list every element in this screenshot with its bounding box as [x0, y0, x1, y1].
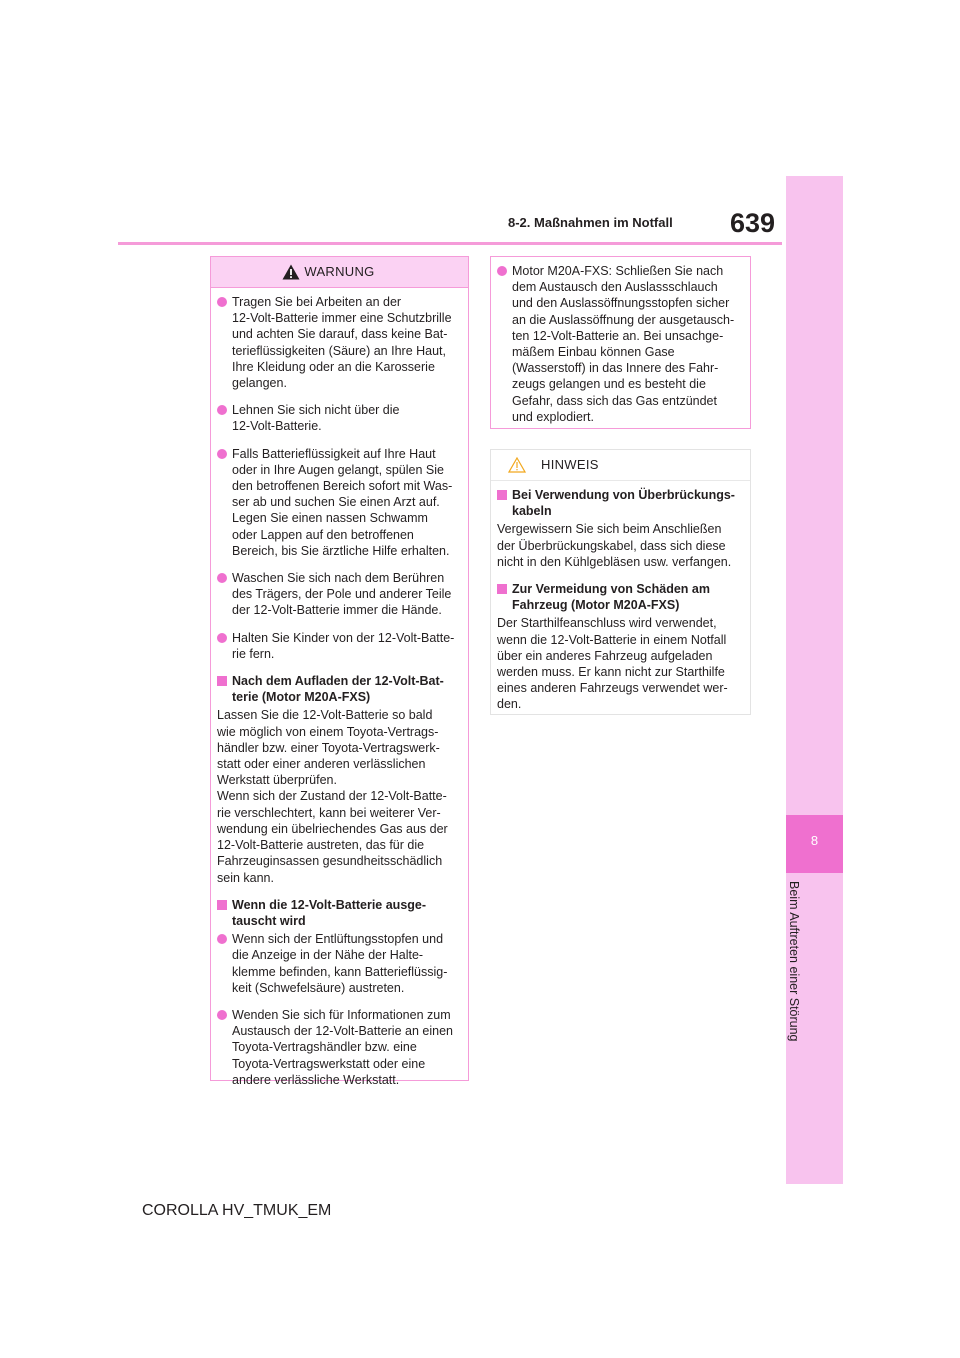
text-line: händler bzw. einer Toyota-Vertragswerk-	[217, 740, 440, 755]
notice-header	[491, 450, 750, 481]
bullet-dot-icon	[217, 934, 227, 944]
bullet-dot-icon	[497, 266, 507, 276]
notice-item-text	[497, 615, 742, 712]
text-line: und explodiert.	[512, 409, 595, 424]
text-line: statt oder einer anderen verlässlichen	[217, 757, 426, 772]
text-line: die Anzeige in der Nähe der Halte-	[232, 948, 424, 963]
bullet-item	[217, 1007, 460, 1088]
warning-continued-content	[491, 257, 750, 425]
notice-content	[491, 481, 750, 713]
notice-item-heading	[497, 581, 742, 613]
bullet-dot-icon	[217, 449, 227, 459]
text-line: mäßem Einbau können Gase	[512, 345, 675, 360]
text-line: der Überbrückungskabel, dass sich diese	[497, 538, 726, 553]
subsection-text	[217, 707, 460, 885]
text-line: oder Lappen auf den betroffenen	[232, 527, 414, 542]
text-line: Toyota-Vertragswerkstatt oder eine	[232, 1056, 426, 1071]
text-line: Zur Vermeidung von Schäden am	[512, 582, 710, 597]
text-line: terieflüssigkeiten (Säure) an Ihre Haut,	[232, 343, 446, 358]
notice-box	[490, 449, 751, 715]
notice-title: HINWEIS	[541, 457, 599, 472]
text-line: werden muss. Er kann nicht zur Starthilfe	[497, 665, 725, 680]
bullet-item	[217, 931, 460, 996]
text-line: eines anderen Fahrzeugs verwendet wer-	[497, 681, 728, 696]
square-bullet-icon	[217, 676, 227, 686]
text-line: über ein anderes Fahrzeug aufgeladen	[497, 648, 713, 663]
subsection-bullet-list	[217, 931, 460, 1088]
text-line: 12-Volt-Batterie.	[232, 419, 322, 434]
text-line: der 12-Volt-Batterie immer die Hände.	[232, 603, 442, 618]
text-line: klemme befinden, kann Batterieflüssig-	[232, 964, 448, 979]
notice-item-text	[497, 521, 742, 570]
bullet-item	[217, 446, 460, 559]
text-line: und den Auslassöffnungsstopfen sicher	[512, 296, 730, 311]
text-line: 12-Volt-Batterie austreten, das für die	[217, 838, 425, 853]
bullet-item	[217, 570, 460, 619]
text-line: Fahrzeug (Motor M20A-FXS)	[512, 598, 680, 613]
text-line: Toyota-Vertragshändler bzw. eine	[232, 1040, 417, 1055]
text-line: des Trägers, der Pole und anderer Teile	[232, 587, 452, 602]
text-line: Werkstatt überprüfen.	[217, 773, 337, 788]
footer-model-code: COROLLA HV_TMUK_EM	[142, 1202, 332, 1219]
text-line: wie möglich von einem Toyota-Vertrags-	[217, 724, 439, 739]
text-line: Tragen Sie bei Arbeiten an der	[232, 295, 402, 309]
text-line: Wenden Sie sich für Informationen zum	[232, 1007, 451, 1022]
text-line: kabeln	[512, 504, 552, 519]
text-line: Gefahr, dass sich das Gas entzündet	[512, 393, 717, 408]
text-line: Fahrzeuginsassen gesundheitsschädlich	[217, 854, 443, 869]
text-line: keit (Schwefelsäure) austreten.	[232, 980, 405, 995]
text-line: (Wasserstoff) in das Innere des Fahr-	[512, 361, 719, 376]
warning-bullet-list	[217, 294, 460, 662]
text-line: Austausch der 12-Volt-Batterie an einen	[232, 1024, 453, 1039]
warning-box-continued	[490, 256, 751, 429]
text-line: Wenn sich der Entlüftungsstopfen und	[232, 932, 444, 947]
text-line: sein kann.	[217, 870, 274, 885]
chapter-title: Beim Auftreten einer Störung	[787, 881, 801, 1042]
text-line: rie fern.	[232, 646, 275, 661]
warning-header	[211, 257, 468, 288]
page-number: 639	[729, 208, 775, 238]
text-line: den.	[497, 697, 522, 712]
text-line: ten 12-Volt-Batterie an. Bei unsachge-	[512, 328, 724, 343]
header-rule	[118, 242, 782, 245]
chapter-number: 8	[810, 833, 819, 848]
square-bullet-icon	[497, 490, 507, 500]
text-line: Falls Batterieflüssigkeit auf Ihre Haut	[232, 446, 436, 461]
text-line: Waschen Sie sich nach dem Berühren	[232, 571, 445, 586]
text-line: zeugs gelangen und es besteht die	[512, 377, 706, 392]
bullet-item	[217, 294, 460, 391]
text-line: rie verschlechtert, kann bei weiterer Ver-	[217, 805, 441, 820]
bullet-item	[217, 402, 460, 434]
text-line: andere verlässliche Werkstatt.	[232, 1072, 400, 1087]
section-title: 8-2. Maßnahmen im Notfall	[508, 215, 673, 230]
bullet-dot-icon	[217, 633, 227, 643]
bullet-item	[497, 263, 742, 425]
text-line: Halten Sie Kinder von der 12-Volt-Batte-	[232, 630, 455, 645]
text-line: ser ab und suchen Sie einen Arzt auf.	[232, 495, 440, 510]
text-line: Der Starthilfeanschluss wird verwendet,	[497, 616, 717, 631]
bullet-dot-icon	[217, 297, 227, 307]
text-line: Ihre Kleidung oder an die Karosserie	[232, 359, 435, 374]
text-line: Legen Sie einen nassen Schwamm	[232, 511, 428, 526]
subsection-heading: Nach dem Aufladen der 12-Volt-Bat- terie (Motor M20A-FXS)	[217, 673, 460, 705]
notice-item-heading	[497, 487, 742, 519]
text-line: und achten Sie darauf, dass keine Bat-	[232, 327, 448, 342]
text-line: Lassen Sie die 12-Volt-Batterie so bald	[217, 708, 433, 723]
text-line: gelangen.	[232, 376, 287, 391]
text-line: wendung ein übelriechendes Gas aus der	[217, 821, 448, 836]
warning-box	[210, 256, 469, 1087]
text-line: den betroffenen Bereich sofort mit Was-	[232, 479, 453, 494]
warning-title: WARNUNG	[304, 264, 375, 279]
text-line: wenn die 12-Volt-Batterie in einem Notfall	[497, 632, 727, 647]
bullet-item	[217, 630, 460, 662]
text-line: Bereich, bis Sie ärztliche Hilfe erhalten.	[232, 543, 450, 558]
warning-content	[211, 288, 468, 1088]
text-line: Motor M20A-FXS: Schließen Sie nach	[512, 264, 724, 278]
bullet-dot-icon	[217, 405, 227, 415]
text-line: oder in Ihre Augen gelangt, spülen Sie	[232, 462, 444, 477]
square-bullet-icon	[497, 584, 507, 594]
text-line: an die Auslassöffnung der ausgetausch-	[512, 312, 735, 327]
text-line: dem Austausch den Auslassschlauch	[512, 280, 718, 295]
text-line: Bei Verwendung von Überbrückungs-	[512, 488, 735, 502]
caution-triangle-outline-icon	[508, 457, 526, 473]
text-line: Lehnen Sie sich nicht über die	[232, 403, 400, 418]
text-line: nicht in den Kühlgebläsen usw. verfangen.	[497, 554, 732, 569]
square-bullet-icon	[217, 900, 227, 910]
bullet-dot-icon	[217, 1010, 227, 1020]
text-line: 12-Volt-Batterie immer eine Schutzbrille	[232, 311, 452, 326]
bullet-dot-icon	[217, 573, 227, 583]
text-line: Vergewissern Sie sich beim Anschließen	[497, 522, 722, 537]
subsection-heading: Wenn die 12-Volt-Batterie ausge- tauscht wird	[217, 897, 460, 929]
text-line: Wenn sich der Zustand der 12-Volt-Batte-	[217, 789, 447, 804]
